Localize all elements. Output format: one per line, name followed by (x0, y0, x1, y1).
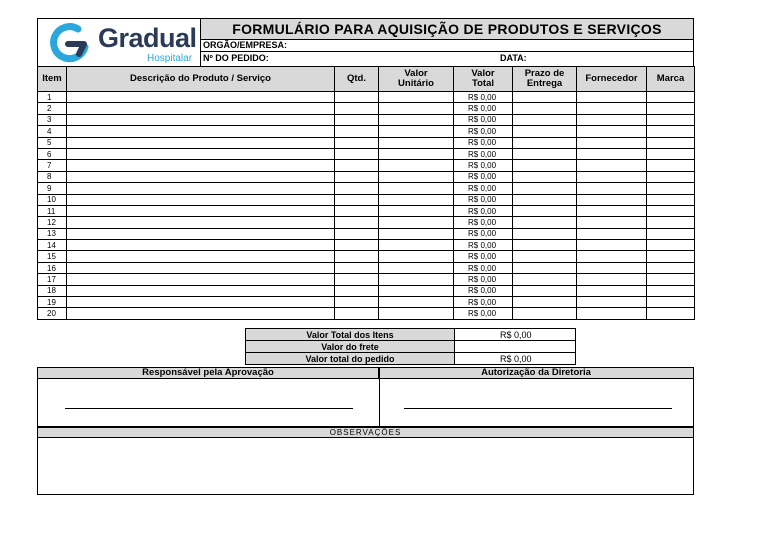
summary-row (246, 329, 576, 341)
supplier-cell[interactable] (577, 251, 647, 262)
description-cell[interactable] (67, 228, 335, 239)
brand-cell[interactable] (647, 228, 695, 239)
brand-cell[interactable] (647, 262, 695, 273)
order-number-field[interactable] (200, 52, 693, 66)
item-number: 17 (38, 274, 67, 285)
total-value-cell: R$ 0,00 (454, 114, 513, 125)
brand-cell[interactable] (647, 126, 695, 137)
supplier-cell[interactable] (577, 183, 647, 194)
unit-value-cell[interactable] (379, 92, 454, 103)
qty-cell[interactable] (335, 262, 379, 273)
supplier-cell[interactable] (577, 205, 647, 216)
description-cell[interactable] (67, 308, 335, 319)
description-cell[interactable] (67, 148, 335, 159)
approver-title: Responsável pela Aprovação (38, 368, 379, 379)
unit-value-cell[interactable] (379, 205, 454, 216)
total-value-cell: R$ 0,00 (454, 285, 513, 296)
table-row (38, 205, 695, 216)
brand-cell[interactable] (647, 194, 695, 205)
col-item: Item (38, 67, 67, 92)
items-body (38, 92, 695, 320)
description-cell[interactable] (67, 183, 335, 194)
qty-cell[interactable] (335, 228, 379, 239)
supplier-cell[interactable] (577, 240, 647, 251)
table-row (38, 240, 695, 251)
supplier-cell[interactable] (577, 285, 647, 296)
col-qty: Qtd. (335, 67, 379, 92)
description-cell[interactable] (67, 137, 335, 148)
purchase-form (37, 18, 694, 320)
item-number: 1 (38, 92, 67, 103)
summary-label: Valor Total dos Itens (246, 329, 455, 341)
unit-value-cell[interactable] (379, 171, 454, 182)
summary-box (245, 328, 576, 365)
summary-row (246, 341, 576, 353)
supplier-cell[interactable] (577, 160, 647, 171)
total-value-cell: R$ 0,00 (454, 217, 513, 228)
summary-table (245, 328, 576, 365)
brand-cell[interactable] (647, 251, 695, 262)
item-number: 5 (38, 137, 67, 148)
total-value-cell: R$ 0,00 (454, 148, 513, 159)
supplier-cell[interactable] (577, 217, 647, 228)
item-number: 18 (38, 285, 67, 296)
unit-value-cell[interactable] (379, 217, 454, 228)
item-number: 7 (38, 160, 67, 171)
table-header-row (38, 67, 695, 92)
unit-value-cell[interactable] (379, 297, 454, 308)
summary-value[interactable]: R$ 0,00 (455, 353, 576, 365)
org-label: ORGÃO/EMPRESA: (203, 40, 288, 50)
col-supplier: Fornecedor (577, 67, 647, 92)
unit-value-cell[interactable] (379, 114, 454, 125)
brand-cell[interactable] (647, 285, 695, 296)
col-description: Descrição do Produto / Serviço (67, 67, 335, 92)
item-number: 13 (38, 228, 67, 239)
brand-cell[interactable] (647, 297, 695, 308)
description-cell[interactable] (67, 297, 335, 308)
delivery-cell[interactable] (513, 297, 577, 308)
company-logo (38, 19, 200, 66)
total-value-cell: R$ 0,00 (454, 228, 513, 239)
qty-cell[interactable] (335, 103, 379, 114)
supplier-cell[interactable] (577, 92, 647, 103)
brand-cell[interactable] (647, 160, 695, 171)
description-cell[interactable] (67, 160, 335, 171)
item-number: 2 (38, 103, 67, 114)
table-row (38, 126, 695, 137)
table-row (38, 262, 695, 273)
qty-cell[interactable] (335, 194, 379, 205)
item-number: 10 (38, 194, 67, 205)
brand-cell[interactable] (647, 240, 695, 251)
unit-value-cell[interactable] (379, 137, 454, 148)
qty-cell[interactable] (335, 251, 379, 262)
table-row (38, 308, 695, 319)
unit-value-cell[interactable] (379, 183, 454, 194)
qty-cell[interactable] (335, 205, 379, 216)
table-row (38, 103, 695, 114)
total-value-cell: R$ 0,00 (454, 274, 513, 285)
total-value-cell: R$ 0,00 (454, 183, 513, 194)
item-number: 9 (38, 183, 67, 194)
brand-cell[interactable] (647, 137, 695, 148)
description-cell[interactable] (67, 217, 335, 228)
gradual-logo-icon (48, 23, 92, 63)
form-header (37, 18, 694, 67)
delivery-cell[interactable] (513, 217, 577, 228)
table-row (38, 251, 695, 262)
brand-cell[interactable] (647, 274, 695, 285)
qty-cell[interactable] (335, 285, 379, 296)
table-row (38, 297, 695, 308)
unit-value-cell[interactable] (379, 148, 454, 159)
table-row (38, 171, 695, 182)
brand-cell[interactable] (647, 92, 695, 103)
unit-value-cell[interactable] (379, 285, 454, 296)
delivery-cell[interactable] (513, 114, 577, 125)
item-number: 11 (38, 205, 67, 216)
qty-cell[interactable] (335, 297, 379, 308)
total-value-cell: R$ 0,00 (454, 251, 513, 262)
description-cell[interactable] (67, 285, 335, 296)
supplier-cell[interactable] (577, 262, 647, 273)
logo-subtitle: Hospitalar (147, 53, 193, 64)
delivery-cell[interactable] (513, 274, 577, 285)
delivery-cell[interactable] (513, 251, 577, 262)
brand-cell[interactable] (647, 171, 695, 182)
item-number: 15 (38, 251, 67, 262)
description-cell[interactable] (67, 251, 335, 262)
table-row (38, 217, 695, 228)
unit-value-cell[interactable] (379, 308, 454, 319)
delivery-cell[interactable] (513, 160, 577, 171)
item-number: 3 (38, 114, 67, 125)
logo-name: Gradual (98, 23, 197, 53)
total-value-cell: R$ 0,00 (454, 297, 513, 308)
delivery-cell[interactable] (513, 183, 577, 194)
supplier-cell[interactable] (577, 274, 647, 285)
item-number: 6 (38, 148, 67, 159)
description-cell[interactable] (67, 262, 335, 273)
approval-divider (379, 368, 380, 426)
approval-section (37, 367, 694, 427)
qty-cell[interactable] (335, 240, 379, 251)
table-row (38, 160, 695, 171)
brand-cell[interactable] (647, 148, 695, 159)
description-cell[interactable] (67, 240, 335, 251)
supplier-cell[interactable] (577, 194, 647, 205)
qty-cell[interactable] (335, 160, 379, 171)
unit-value-cell[interactable] (379, 126, 454, 137)
supplier-cell[interactable] (577, 114, 647, 125)
unit-value-cell[interactable] (379, 274, 454, 285)
total-value-cell: R$ 0,00 (454, 160, 513, 171)
summary-value[interactable]: R$ 0,00 (455, 329, 576, 341)
delivery-cell[interactable] (513, 137, 577, 148)
unit-value-cell[interactable] (379, 228, 454, 239)
qty-cell[interactable] (335, 274, 379, 285)
col-delivery: Prazo de Entrega (513, 67, 577, 92)
qty-cell[interactable] (335, 126, 379, 137)
col-total-value: Valor Total (454, 67, 513, 92)
description-cell[interactable] (67, 126, 335, 137)
description-cell[interactable] (67, 171, 335, 182)
date-label: DATA: (500, 53, 527, 63)
table-row (38, 274, 695, 285)
delivery-cell[interactable] (513, 262, 577, 273)
delivery-cell[interactable] (513, 92, 577, 103)
summary-row (246, 353, 576, 365)
total-value-cell: R$ 0,00 (454, 171, 513, 182)
org-field[interactable] (200, 40, 693, 52)
supplier-cell[interactable] (577, 148, 647, 159)
qty-cell[interactable] (335, 183, 379, 194)
item-number: 8 (38, 171, 67, 182)
observations-title: OBSERVAÇÕES (37, 427, 694, 438)
description-cell[interactable] (67, 205, 335, 216)
total-value-cell: R$ 0,00 (454, 92, 513, 103)
description-cell[interactable] (67, 194, 335, 205)
description-cell[interactable] (67, 274, 335, 285)
unit-value-cell[interactable] (379, 240, 454, 251)
order-label: Nº DO PEDIDO: (203, 53, 269, 63)
qty-cell[interactable] (335, 92, 379, 103)
observations-field[interactable] (37, 437, 694, 495)
director-signature-line[interactable] (404, 408, 672, 409)
brand-cell[interactable] (647, 183, 695, 194)
brand-cell[interactable] (647, 205, 695, 216)
delivery-cell[interactable] (513, 240, 577, 251)
unit-value-cell[interactable] (379, 251, 454, 262)
total-value-cell: R$ 0,00 (454, 205, 513, 216)
total-value-cell: R$ 0,00 (454, 103, 513, 114)
brand-cell[interactable] (647, 103, 695, 114)
supplier-cell[interactable] (577, 297, 647, 308)
qty-cell[interactable] (335, 137, 379, 148)
delivery-cell[interactable] (513, 228, 577, 239)
total-value-cell: R$ 0,00 (454, 240, 513, 251)
col-brand: Marca (647, 67, 695, 92)
unit-value-cell[interactable] (379, 194, 454, 205)
brand-cell[interactable] (647, 114, 695, 125)
table-row (38, 137, 695, 148)
supplier-cell[interactable] (577, 137, 647, 148)
delivery-cell[interactable] (513, 194, 577, 205)
table-row (38, 285, 695, 296)
description-cell[interactable] (67, 92, 335, 103)
delivery-cell[interactable] (513, 205, 577, 216)
qty-cell[interactable] (335, 171, 379, 182)
total-value-cell: R$ 0,00 (454, 137, 513, 148)
description-cell[interactable] (67, 114, 335, 125)
item-number: 14 (38, 240, 67, 251)
unit-value-cell[interactable] (379, 262, 454, 273)
approver-signature-line[interactable] (65, 408, 353, 409)
delivery-cell[interactable] (513, 103, 577, 114)
table-row (38, 183, 695, 194)
form-title: FORMULÁRIO PARA AQUISIÇÃO DE PRODUTOS E SERVIÇOS (200, 19, 693, 40)
item-number: 19 (38, 297, 67, 308)
delivery-cell[interactable] (513, 126, 577, 137)
summary-label: Valor do frete (246, 341, 455, 353)
col-unit-value: Valor Unitário (379, 67, 454, 92)
summary-label: Valor total do pedido (246, 353, 455, 365)
description-cell[interactable] (67, 103, 335, 114)
summary-value[interactable] (455, 341, 576, 353)
item-number: 4 (38, 126, 67, 137)
item-number: 20 (38, 308, 67, 319)
qty-cell[interactable] (335, 148, 379, 159)
supplier-cell[interactable] (577, 228, 647, 239)
item-number: 12 (38, 217, 67, 228)
total-value-cell: R$ 0,00 (454, 262, 513, 273)
board-authorization-title: Autorização da Diretoria (379, 368, 693, 379)
qty-cell[interactable] (335, 308, 379, 319)
delivery-cell[interactable] (513, 308, 577, 319)
table-row (38, 148, 695, 159)
total-value-cell: R$ 0,00 (454, 126, 513, 137)
supplier-cell[interactable] (577, 308, 647, 319)
table-row (38, 194, 695, 205)
qty-cell[interactable] (335, 217, 379, 228)
qty-cell[interactable] (335, 114, 379, 125)
delivery-cell[interactable] (513, 148, 577, 159)
item-number: 16 (38, 262, 67, 273)
items-table (37, 66, 695, 320)
delivery-cell[interactable] (513, 171, 577, 182)
brand-cell[interactable] (647, 308, 695, 319)
table-row (38, 92, 695, 103)
supplier-cell[interactable] (577, 171, 647, 182)
delivery-cell[interactable] (513, 285, 577, 296)
supplier-cell[interactable] (577, 126, 647, 137)
supplier-cell[interactable] (577, 103, 647, 114)
table-row (38, 114, 695, 125)
table-row (38, 228, 695, 239)
total-value-cell: R$ 0,00 (454, 308, 513, 319)
total-value-cell: R$ 0,00 (454, 194, 513, 205)
brand-cell[interactable] (647, 217, 695, 228)
unit-value-cell[interactable] (379, 103, 454, 114)
unit-value-cell[interactable] (379, 160, 454, 171)
